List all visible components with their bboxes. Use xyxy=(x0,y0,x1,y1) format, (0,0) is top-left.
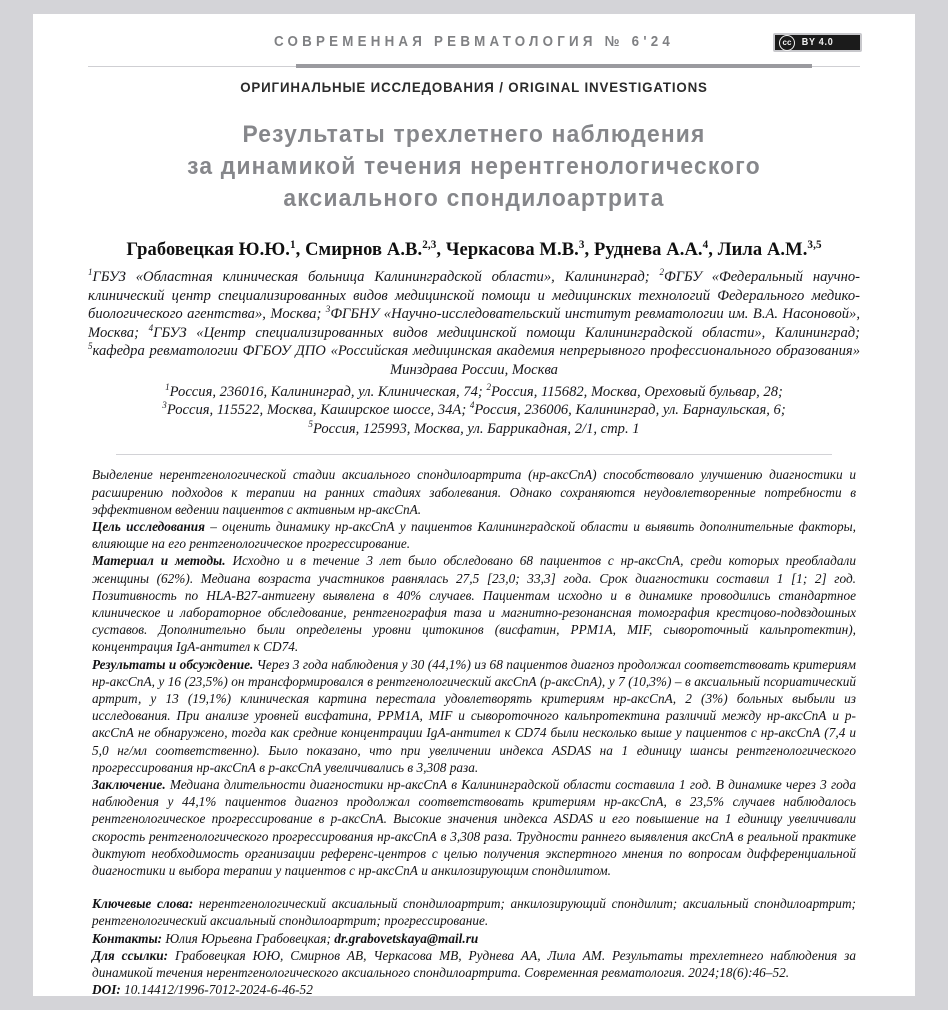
affiliations: $^1$ГБУЗ «Областная клиническая больница Калининградской области», Калининград; $^2$ФГБУ «Федеральный научно-клинический центр специализированных видов медицинской помощи и медицинских технологий Федерального медико-биологического агентства», Москва; $^3$ФГБНУ «Научно-исследовательский институт ревматологии им. В.А. Насоновой», Москва; $^4$ГБУЗ «Центр специализированных видов медицинской помощи Калининградской области», Калининград; $^5$кафедра ревматологии ФГБОУ ДПО «Российская медицинская академия непрерывного профессионального образования» Минздрава России, Москва xyxy=(88,267,861,378)
abstract-intro: Выделение нерентгенологической стадии аксиального спондилоартрита (нр-аксСпА) способствовало улучшению диагностики и расширению подходов к терапии на ранних стадиях заболевания. Однако сохраняются неудовлетворенные потребности в эффективном ведении пациентов с активным нр-аксСпА. xyxy=(92,467,856,517)
abstract-results-label: Результаты и обсуждение. xyxy=(92,656,254,672)
abstract-objective-label: Цель исследования xyxy=(92,518,206,534)
keywords-label: Ключевые слова: xyxy=(92,896,194,912)
doi-value[interactable]: 10.14412/1996-7012-2024-6-46-52 xyxy=(120,982,313,996)
author-list: Грабовецкая Ю.Ю.$^1$, Смирнов А.В.$^{2,3}$, Черкасова М.В.$^3$, Руднева А.А.$^4$, Лила А.М.$^{3,5}$ xyxy=(126,238,822,260)
journal-header xyxy=(88,32,860,58)
abstract-methods-label: Материал и методы. xyxy=(92,553,226,569)
contacts-email[interactable]: dr.grabovetskaya@mail.ru xyxy=(334,930,479,946)
divider-thick-line xyxy=(296,64,812,68)
contacts-row xyxy=(92,930,856,947)
abstract-results xyxy=(92,656,856,776)
citation-text: Грабовецкая ЮЮ, Смирнов АВ, Черкасова МВ, Руднева АА, Лила АМ. Результаты трехлетнего наблюдения за динамикой течения нерентгенологического аксиального спондилоартрита. Современная ревматология. 2024;18(6):46–52. xyxy=(92,947,856,981)
doi-row xyxy=(92,981,856,996)
page-title xyxy=(115,119,833,215)
postal-addresses: $^1$Россия, 236016, Калининград, ул. Клиническая, 74; $^2$Россия, 115682, Москва, Ореховый бульвар, 28; $^3$Россия, 115522, Москва, Каширское шоссе, 34А; $^4$Россия, 236006, Калининград, ул. Барнаульская, 6; $^5$Россия, 125993, Москва, ул. Баррикадная, 2/1, стр. 1 xyxy=(162,381,786,437)
abstract-conclusion-text: Медиана длительности диагностики нр-аксСпА в Калининградской области составила 1 год. В динамике через 3 года наблюдения у 44,1% пациентов диагноз продолжал соответствовать критериям нр-аксСпА, в 23,5% случаев наблюдалось рентгенологическое прогрессирование в р-аксСпА. Высокие значения индекса ASDAS и его повышение на 1 единицу увеличивали скорость рентгенологического прогрессирования нр-аксСпА в 3,308 раза. Трудности раннего выявления аксСпА в реальной практике диктуют необходимость организации референс-центров с целью получения экспертного мнения по вопросам дифференциальной диагностики и выбора терапии у пациентов с нр-аксСпА и анкилозирующим спондилитом. xyxy=(92,777,856,879)
abstract-conclusion xyxy=(92,776,856,879)
title-line-1: Результаты трехлетнего наблюдения xyxy=(242,121,706,148)
article-metadata xyxy=(88,895,860,996)
cc-license-label: BY 4.0 xyxy=(801,37,834,48)
doi-label: DOI: xyxy=(92,982,121,996)
header-divider xyxy=(88,64,860,68)
abstract-conclusion-label: Заключение. xyxy=(92,777,166,792)
abstract-methods xyxy=(92,552,856,655)
article-page xyxy=(33,14,915,996)
contacts-name: Юлия Юрьевна Грабовецкая; xyxy=(162,930,335,946)
abstract-objective-text: – оценить динамику нр-аксСпА у пациентов Калининградской области и выявить дополнительные факторы, влияющие на его рентгенологическое прогрессирование. xyxy=(92,518,856,552)
cc-license-badge xyxy=(773,33,862,52)
contacts-label: Контакты: xyxy=(92,930,163,946)
citation-label: Для ссылки: xyxy=(92,947,169,963)
abstract-methods-text: Исходно и в течение 3 лет было обследовано 68 пациентов с нр-аксСпА, среди которых преобладали женщины (62%). Медиана возраста участников равнялась 27,5 [23,0; 33,3] года. Срок диагностики составил 1 [1; 2] год. Позитивность по HLA-B27-антигену выявлена в 40% случаев. Пациентам исходно и в динамике проводились стандартное клиническое и лабораторное обследование, рентгенография таза и магнитно-резонансная томография крестцово-подвздошных суставов. Дополнительно были определены уровни цитокинов (висфатин, PPM1A, MIF, сывороточный кальпротектин), концентрация IgA-антител к CD74. xyxy=(92,553,857,655)
abstract-top-divider xyxy=(116,454,832,455)
abstract-objective xyxy=(92,518,856,552)
keywords-text: нерентгенологический аксиальный спондилоартрит; анкилозирующий спондилит; аксиальный спондилоартрит; рентгенологический аксиальный спондилоартрит; прогрессирование. xyxy=(92,896,856,929)
abstract-results-text: Через 3 года наблюдения у 30 (44,1%) из 68 пациентов диагноз продолжал соответствовать критериям нр-аксСпА, у 16 (23,5%) он трансформировался в рентгенологический аксСпА (р-аксСпА), у 7 (10,3%) – в аксиальный псориатический артрит, у 13 (19,1%) клиническая картина перестала удовлетворять критериям нр-аксСпА, 2 (3%) больных выбыли из исследования. При анализе уровней висфатина, PPM1A, MIF и сывороточного кальпротектина различий между нр-аксСпА и р-аксСпА не обнаружено, тогда как средние концентрации IgA-антител к CD74 были несколько выше у пациентов с нр-аксСпА (7,4 и 5,0 нг/мл соответственно). Было показано, что при увеличении индекса ASDAS на 1 единицу шансы рентгенологического прогрессирования нр-аксСпА в р-аксСпА увеличивались в 3,308 раза. xyxy=(92,656,857,775)
citation-row xyxy=(92,947,856,981)
keywords-row xyxy=(92,895,856,929)
page-content xyxy=(88,32,860,996)
creative-commons-icon: cc xyxy=(779,35,795,51)
abstract xyxy=(88,466,860,879)
journal-title: СОВРЕМЕННАЯ РЕВМАТОЛОГИЯ № 6'24 xyxy=(273,34,675,50)
title-line-3: аксиального спондилоартрита xyxy=(283,185,665,212)
section-kicker: ОРИГИНАЛЬНЫЕ ИССЛЕДОВАНИЯ / ORIGINAL INVESTIGATIONS xyxy=(240,79,708,95)
title-line-2: за динамикой течения нерентгенологического xyxy=(187,153,761,180)
